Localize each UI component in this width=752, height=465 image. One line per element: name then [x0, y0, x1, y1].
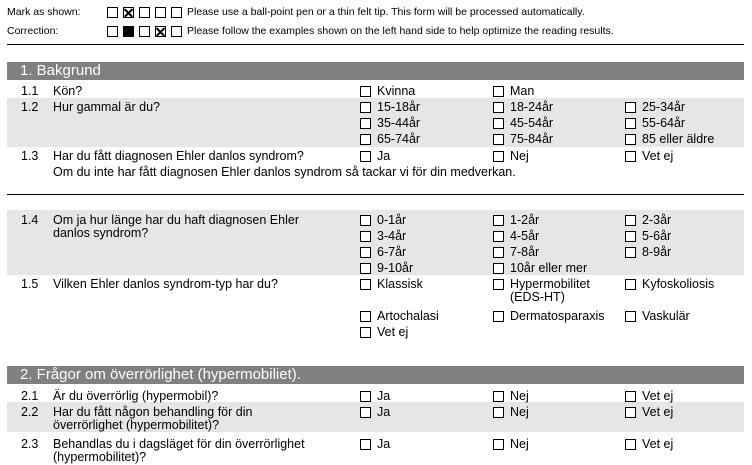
question-text: Om ja hur länge har du haft diagnosen Ehler [53, 213, 299, 227]
question-number: 1.2 [21, 100, 39, 114]
question-number: 1.5 [21, 277, 39, 291]
question-text: Behandlas du i dagsläget för din överrörlighet [53, 437, 305, 451]
checkbox[interactable] [493, 311, 504, 322]
checkbox[interactable] [625, 118, 636, 129]
checkbox[interactable] [493, 215, 504, 226]
checkbox[interactable] [493, 391, 504, 402]
checkbox[interactable] [625, 247, 636, 258]
checkbox[interactable] [625, 311, 636, 322]
question-number: 2.2 [21, 405, 39, 419]
question-note: Om du inte har fått diagnosen Ehler danlos syndrom så tackar vi för din medverkan. [53, 165, 516, 179]
section-2-header: 2. Frågor om överrörlighet (hypermobiliet). [7, 366, 744, 384]
question-number: 1.4 [21, 213, 39, 227]
checkbox[interactable] [493, 134, 504, 145]
example-empty-checkbox [139, 7, 150, 18]
checkbox[interactable] [360, 102, 371, 113]
example-crossed-checkbox [155, 26, 166, 37]
question-number: 1.3 [21, 149, 39, 163]
checkbox[interactable] [360, 151, 371, 162]
checkbox[interactable] [625, 231, 636, 242]
example-empty-checkbox [107, 26, 118, 37]
question-text: (hypermobilitet)? [53, 450, 147, 464]
checkbox[interactable] [493, 151, 504, 162]
example-empty-checkbox [171, 7, 182, 18]
checkbox[interactable] [625, 151, 636, 162]
checkbox[interactable] [625, 407, 636, 418]
checkbox[interactable] [493, 247, 504, 258]
checkbox[interactable] [625, 279, 636, 290]
checkbox[interactable] [625, 102, 636, 113]
question-text: Har du fått diagnosen Ehler danlos syndrom? [53, 149, 304, 163]
checkbox[interactable] [360, 327, 371, 338]
mark-instructions: Please use a ball-point pen or a thin felt tip. This form will be processed automatically. [187, 6, 585, 18]
checkbox[interactable] [360, 391, 371, 402]
checkbox[interactable] [360, 311, 371, 322]
checkbox[interactable] [493, 86, 504, 97]
checkbox[interactable] [625, 215, 636, 226]
question-text: Hur gammal är du? [53, 100, 160, 114]
question-number: 2.3 [21, 437, 39, 451]
checkbox[interactable] [360, 118, 371, 129]
section-1-header: 1. Bakgrund [7, 62, 744, 80]
correction-instructions: Please follow the examples shown on the left hand side to help optimize the reading results. [187, 25, 614, 37]
example-empty-checkbox [171, 26, 182, 37]
checkbox[interactable] [493, 407, 504, 418]
checkbox[interactable] [360, 263, 371, 274]
checkbox[interactable] [360, 215, 371, 226]
checkbox[interactable] [360, 86, 371, 97]
checkbox[interactable] [625, 134, 636, 145]
option-sublabel: (EDS-HT) [510, 290, 565, 304]
checkbox[interactable] [360, 134, 371, 145]
checkbox[interactable] [625, 439, 636, 450]
header-divider [7, 44, 744, 45]
question-text: överrörlighet (hypermobilitet)? [53, 418, 220, 432]
checkbox[interactable] [493, 279, 504, 290]
correction-label: Correction: [7, 25, 59, 37]
example-crossed-checkbox [123, 7, 134, 18]
checkbox[interactable] [493, 102, 504, 113]
example-empty-checkbox [155, 7, 166, 18]
checkbox[interactable] [360, 231, 371, 242]
checkbox[interactable] [493, 118, 504, 129]
checkbox[interactable] [493, 231, 504, 242]
checkbox[interactable] [493, 263, 504, 274]
question-text: danlos syndrom? [53, 226, 149, 240]
question-text: Vilken Ehler danlos syndrom-typ har du? [53, 277, 278, 291]
example-empty-checkbox [139, 26, 150, 37]
question-number: 1.1 [21, 84, 39, 98]
checkbox[interactable] [360, 407, 371, 418]
example-empty-checkbox [107, 7, 118, 18]
question-text: Kön? [53, 84, 83, 98]
example-filled-checkbox [123, 26, 134, 37]
question-text: Är du överrörlig (hypermobil)? [53, 389, 219, 403]
checkbox[interactable] [360, 439, 371, 450]
mark-as-shown-label: Mark as shown: [7, 6, 81, 18]
checkbox[interactable] [625, 391, 636, 402]
checkbox[interactable] [360, 279, 371, 290]
section-divider [7, 194, 744, 195]
question-number: 2.1 [21, 389, 39, 403]
checkbox[interactable] [360, 247, 371, 258]
checkbox[interactable] [493, 439, 504, 450]
question-text: Har du fått någon behandling för din [53, 405, 253, 419]
